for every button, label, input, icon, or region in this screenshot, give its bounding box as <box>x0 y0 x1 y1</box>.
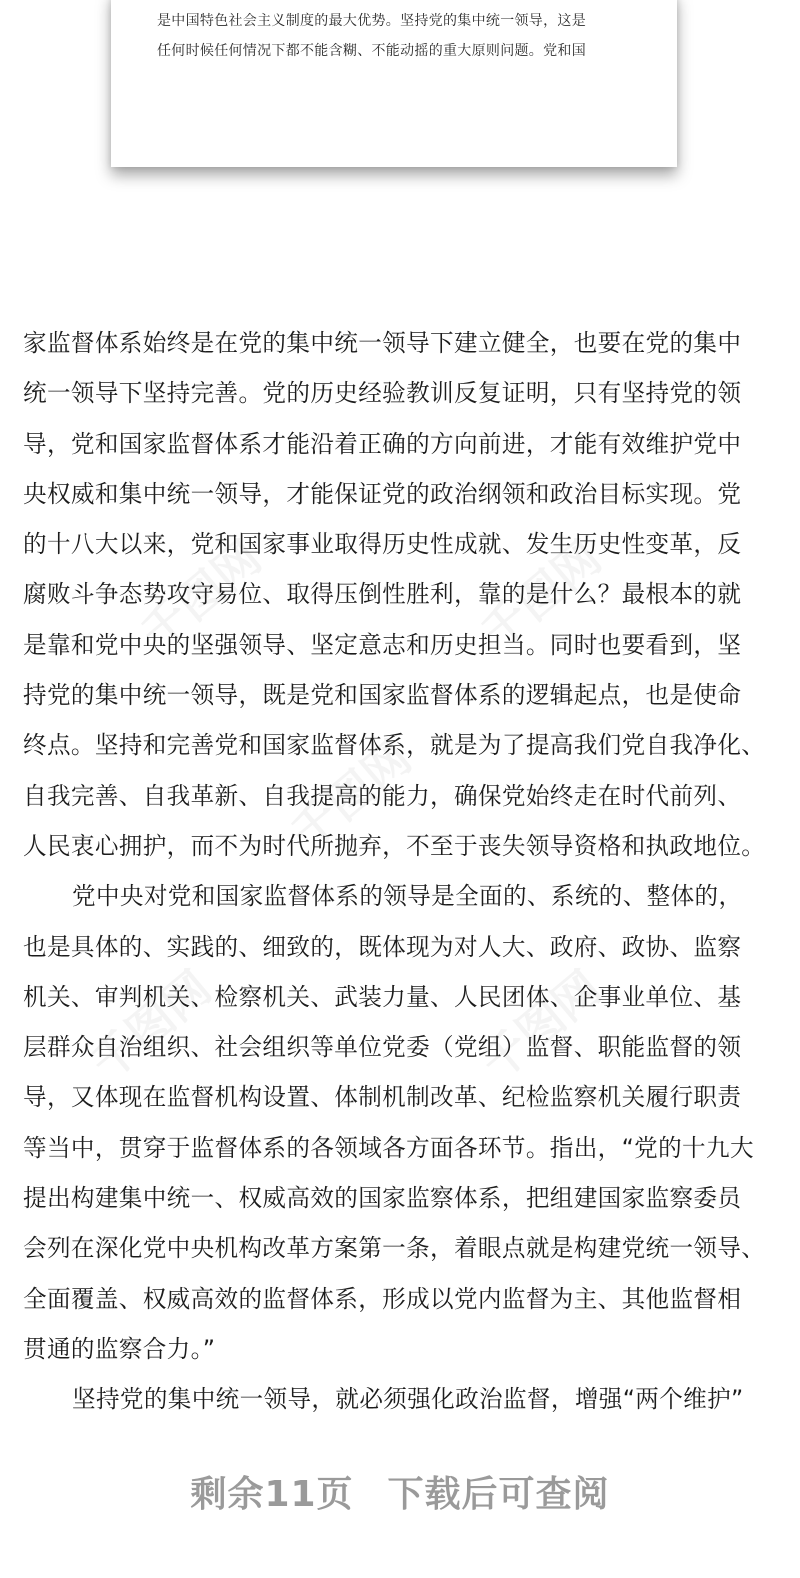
text-line: 会列在深化党中央机构改革方案第一条，着眼点就是构建党统一领导、 <box>23 1234 766 1263</box>
text-line: 央权威和集中统一领导，才能保证党的政治纲领和政治目标实现。党 <box>23 479 742 508</box>
text-line: 人民衷心拥护，而不为时代所抛弃，不至于丧失领导资格和执政地位。 <box>23 831 766 860</box>
download-prompt[interactable] <box>0 1466 800 1517</box>
text-line: 全面覆盖、权威高效的监督体系，形成以党内监督为主、其他监督相 <box>23 1284 742 1313</box>
download-to-view-label[interactable]: 下载后可查阅 <box>387 1474 610 1515</box>
text-line: 提出构建集中统一、权威高效的国家监察体系，把组建国家监察委员 <box>23 1184 742 1213</box>
text-line: 的十八大以来，党和国家事业取得历史性成就、发生历史性变革，反 <box>23 530 742 559</box>
remaining-pages-label: 剩余11页 <box>190 1474 354 1515</box>
document-body <box>23 318 777 1425</box>
card-line: 是中国特色社会主义制度的最大优势。坚持党的集中统一领导，这是 <box>157 13 586 29</box>
watermark: 千图网 <box>130 530 272 661</box>
paragraph-start: 坚持党的集中统一领导，就必须强化政治监督，增强“两个维护” <box>72 1385 744 1414</box>
preview-card <box>111 0 677 167</box>
watermark: 千图网 <box>470 960 612 1091</box>
text-line: 也是具体的、实践的、细致的，既体现为对人大、政府、政协、监察 <box>23 932 742 961</box>
text-line: 等当中，贯穿于监督体系的各领域各方面各环节。指出，“党的十九大 <box>23 1133 754 1162</box>
watermark: 千图网 <box>470 530 612 661</box>
card-line: 任何时候任何情况下都不能含糊、不能动摇的重大原则问题。党和国 <box>157 43 586 59</box>
watermark: 千图网 <box>280 730 422 861</box>
text-line: 统一领导下坚持完善。党的历史经验教训反复证明，只有坚持党的领 <box>23 379 742 408</box>
text-line: 机关、审判机关、检察机关、武装力量、人民团体、企事业单位、基 <box>23 982 742 1011</box>
text-line: 导，又体现在监督机构设置、体制机制改革、纪检监察机关履行职责 <box>23 1083 742 1112</box>
text-line: 持党的集中统一领导，既是党和国家监督体系的逻辑起点，也是使命 <box>23 681 742 710</box>
text-line: 腐败斗争态势攻守易位、取得压倒性胜利，靠的是什么？最根本的就 <box>23 580 742 609</box>
watermark: 千图网 <box>80 960 222 1091</box>
text-line: 层群众自治组织、社会组织等单位党委（党组）监督、职能监督的领 <box>23 1033 742 1062</box>
text-line: 贯通的监察合力。” <box>23 1334 216 1363</box>
paragraph-start: 党中央对党和国家监督体系的领导是全面的、系统的、整体的， <box>72 882 743 911</box>
text-line: 终点。坚持和完善党和国家监督体系，就是为了提高我们党自我净化、 <box>23 731 766 760</box>
text-line: 是靠和党中央的坚强领导、坚定意志和历史担当。同时也要看到，坚 <box>23 630 742 659</box>
text-line: 导，党和国家监督体系才能沿着正确的方向前进，才能有效维护党中 <box>23 429 742 458</box>
text-line: 自我完善、自我革新、自我提高的能力，确保党始终走在时代前列、 <box>23 781 742 810</box>
text-line: 家监督体系始终是在党的集中统一领导下建立健全，也要在党的集中 <box>23 329 742 357</box>
